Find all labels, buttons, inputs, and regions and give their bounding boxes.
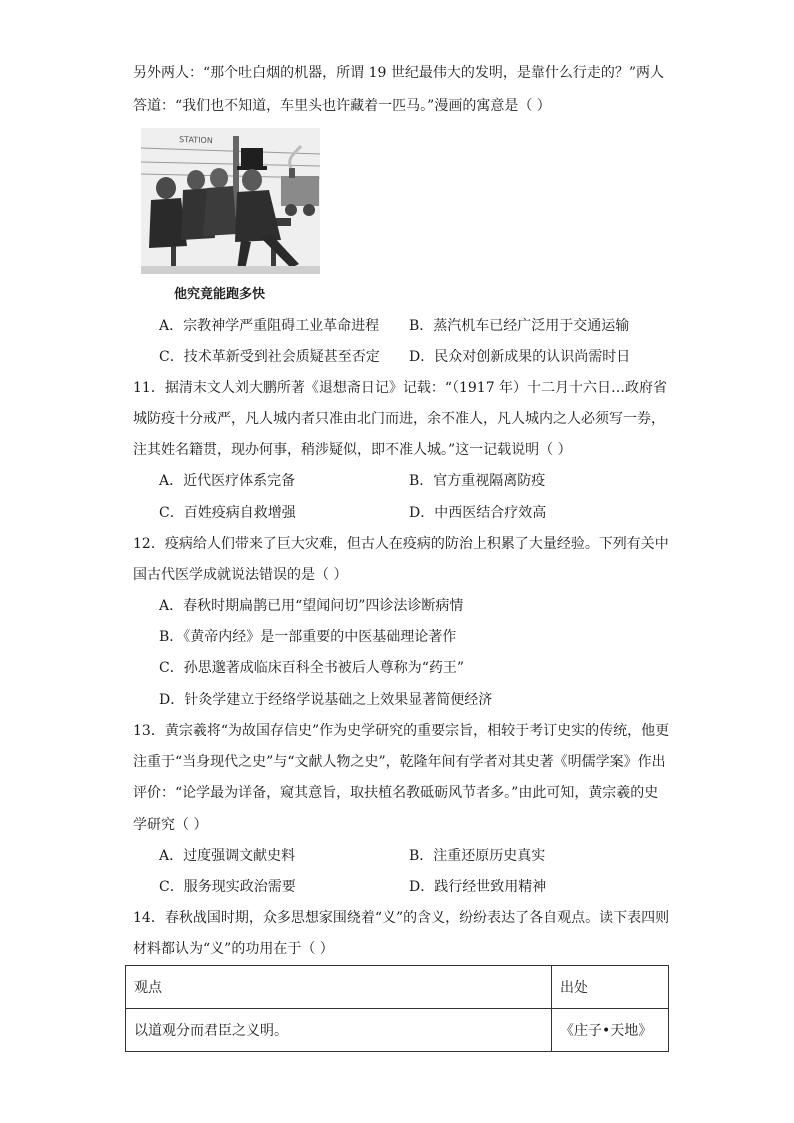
q13-option-a[interactable]: A．过度强调文献史料 <box>159 848 296 864</box>
q10-option-d[interactable]: D．民众对创新成果的认识尚需时日 <box>409 349 631 365</box>
cartoon-drawing <box>141 128 320 274</box>
q13-option-d[interactable]: D．践行经世致用精神 <box>409 879 547 895</box>
q11-option-b[interactable]: B．官方重视隔离防疫 <box>409 473 546 489</box>
table-header-viewpoint: 观点 <box>126 966 552 1009</box>
q11-stem-line-2: 城防疫十分戒严，凡人城内者只准由北门而进，余不准人，凡人城内之人必须写一券， <box>133 411 665 427</box>
q12-option-b[interactable]: B．《黄帝内经》是一部重要的中医基础理论著作 <box>159 629 457 645</box>
q11-stem-line-1: 11．据清末文人刘大鹏所著《退想斋日记》记载：“（1917 年）十二月十六日…政府省 <box>133 380 668 396</box>
q12-option-c[interactable]: C．孙思邈著成临床百科全书被后人尊称为“药王” <box>159 660 465 676</box>
q13-stem-line-1: 13．黄宗羲将“为故国存信史”作为史学研究的重要宗旨，相较于考订史实的传统，他更 <box>133 723 670 739</box>
q10-option-b[interactable]: B．蒸汽机车已经广泛用于交通运输 <box>409 318 630 334</box>
q13-option-b[interactable]: B．注重还原历史真实 <box>409 848 546 864</box>
q11-stem-line-3: 注其姓名籍贯，现办何事，稍涉疑似，即不准人城。”这一记载说明（ ） <box>133 442 572 458</box>
figure-caption: 他究竟能跑多快 <box>174 287 266 302</box>
q10-option-a[interactable]: A．宗教神学严重阻碍工业革命进程 <box>159 318 380 334</box>
station-sign-text: STATION <box>178 135 213 146</box>
q14-stem-line-1: 14．春秋战国时期，众多思想家围绕着“义”的含义，纷纷表达了各自观点。读下表四则 <box>133 910 670 926</box>
intro-line-2: 答道：“我们也不知道，车里头也许藏着一匹马。”漫画的寓意是（ ） <box>133 98 551 114</box>
q12-option-d[interactable]: D．针灸学建立于经络学说基础之上效果显著简便经济 <box>159 692 493 708</box>
table-header-row <box>126 966 669 1009</box>
q11-option-a[interactable]: A．近代医疗体系完备 <box>159 473 296 489</box>
q12-option-a[interactable]: A．春秋时期扁鹊已用“望闻问切”四诊法诊断病情 <box>159 598 464 614</box>
cartoon-illustration <box>141 128 320 274</box>
table-header-source: 出处 <box>552 966 669 1009</box>
q13-stem-line-2: 注重于“当身现代之史”与“文献人物之史”，乾隆年间有学者对其史著《明儒学案》作出 <box>133 754 666 770</box>
intro-line-1: 另外两人：“那个吐白烟的机器，所谓 19 世纪最伟大的发明，是靠什么行走的？”两人 <box>133 65 665 81</box>
q14-stem-line-2: 材料都认为“义”的功用在于（ ） <box>133 941 334 957</box>
q11-option-d[interactable]: D．中西医结合疗效高 <box>409 505 547 521</box>
table-cell-viewpoint: 以道观分而君臣之义明。 <box>126 1009 552 1052</box>
table-cell-source: 《庄子•天地》 <box>552 1009 669 1052</box>
q12-stem-line-1: 12．疫病给人们带来了巨大灾难，但古人在疫病的防治上积累了大量经验。下列有关中 <box>133 536 669 552</box>
q11-option-c[interactable]: C．百姓疫病自救增强 <box>159 505 296 521</box>
q12-stem-line-2: 国古代医学成就说法错误的是（ ） <box>133 567 348 583</box>
q14-material-table <box>125 965 669 1052</box>
q13-stem-line-3: 评价：“论学最为详备，窥其意旨，取扶植名教砥砺风节者多。”由此可知，黄宗羲的史 <box>133 785 659 801</box>
q10-option-c[interactable]: C．技术革新受到社会质疑甚至否定 <box>159 349 380 365</box>
table-row <box>126 1009 669 1052</box>
q13-option-c[interactable]: C．服务现实政治需要 <box>159 879 296 895</box>
q13-stem-line-4: 学研究（ ） <box>133 817 208 833</box>
